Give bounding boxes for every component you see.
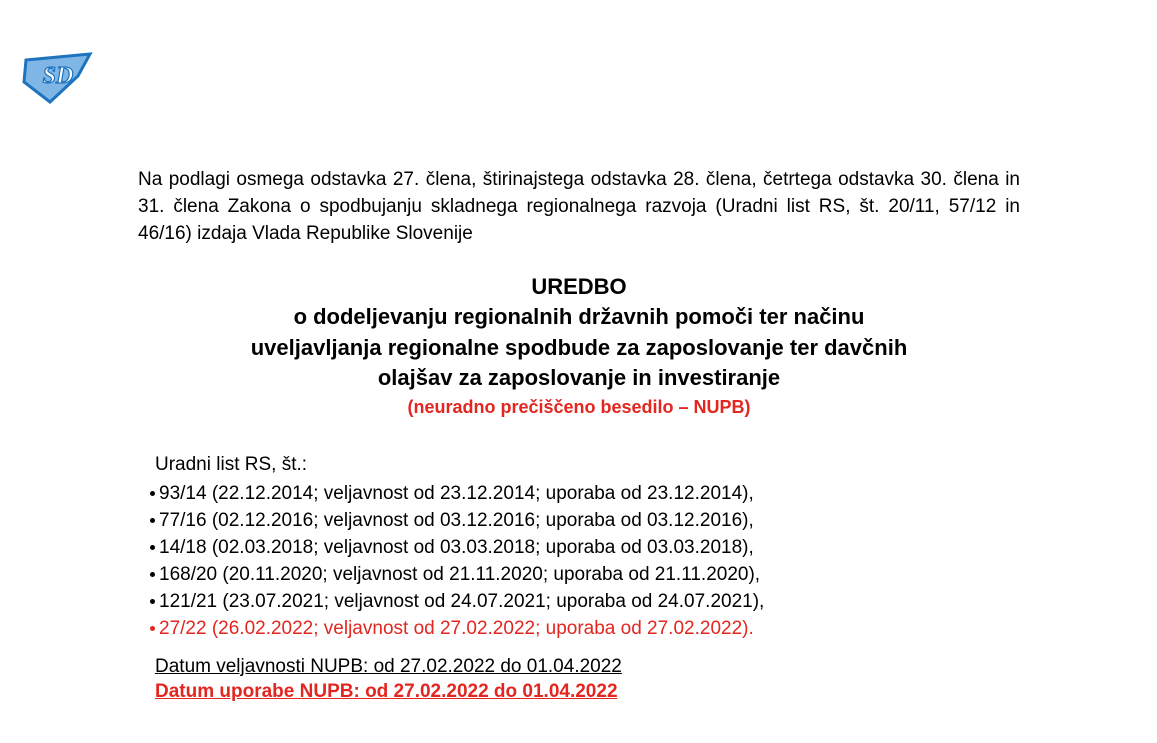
gazette-entry: 14/18 (02.03.2018; veljavnost od 03.03.2018; uporaba od 03.03.2018), xyxy=(150,534,764,561)
gazette-entry-latest: 27/22 (26.02.2022; veljavnost od 27.02.2022; uporaba od 27.02.2022). xyxy=(150,615,764,642)
bullet-icon xyxy=(150,599,155,604)
bullet-icon xyxy=(150,491,155,496)
intro-paragraph: Na podlagi osmega odstavka 27. člena, štirinajstega odstavka 28. člena, četrtega odstavka 30. člena in 31. člena Zakona o spodbujanju skladnega regionalnega razvoja (Uradni list RS, št. 20/11, 57/12 in 46/16) izdaja Vlada Republike Slovenije xyxy=(138,169,1020,244)
gazette-entry: 121/21 (23.07.2021; veljavnost od 24.07.2021; uporaba od 24.07.2021), xyxy=(150,588,764,615)
sd-logo-icon xyxy=(20,50,96,104)
title-line-1: o dodeljevanju regionalnih državnih pomoči ter načinu xyxy=(293,304,865,329)
svg-text:SD: SD xyxy=(42,63,74,89)
title-line-2: uveljavljanja regionalne spodbude za zaposlovanje ter davčnih xyxy=(250,334,908,360)
validity-date: Datum veljavnosti NUPB: od 27.02.2022 do 01.04.2022 xyxy=(155,656,622,677)
bullet-icon xyxy=(150,518,155,523)
gazette-label: Uradni list RS, št.: xyxy=(155,454,308,475)
bullet-icon xyxy=(150,626,155,631)
gazette-entry: 168/20 (20.11.2020; veljavnost od 21.11.2020; uporaba od 21.11.2020), xyxy=(150,561,764,588)
title-main: UREDBO xyxy=(531,274,627,299)
gazette-entry: 93/14 (22.12.2014; veljavnost od 23.12.2014; uporaba od 23.12.2014), xyxy=(150,480,764,507)
document-title xyxy=(100,272,1058,420)
title-line-3: olajšav za zaposlovanje in investiranje xyxy=(377,365,781,390)
usage-date: Datum uporabe NUPB: od 27.02.2022 do 01.04.2022 xyxy=(155,681,618,702)
bullet-icon xyxy=(150,572,155,577)
bullet-icon xyxy=(150,545,155,550)
gazette-entry: 77/16 (02.12.2016; veljavnost od 03.12.2016; uporaba od 03.12.2016), xyxy=(150,507,764,534)
title-note: (neuradno prečiščeno besedilo – NUPB) xyxy=(407,396,751,417)
gazette-list xyxy=(150,480,764,642)
